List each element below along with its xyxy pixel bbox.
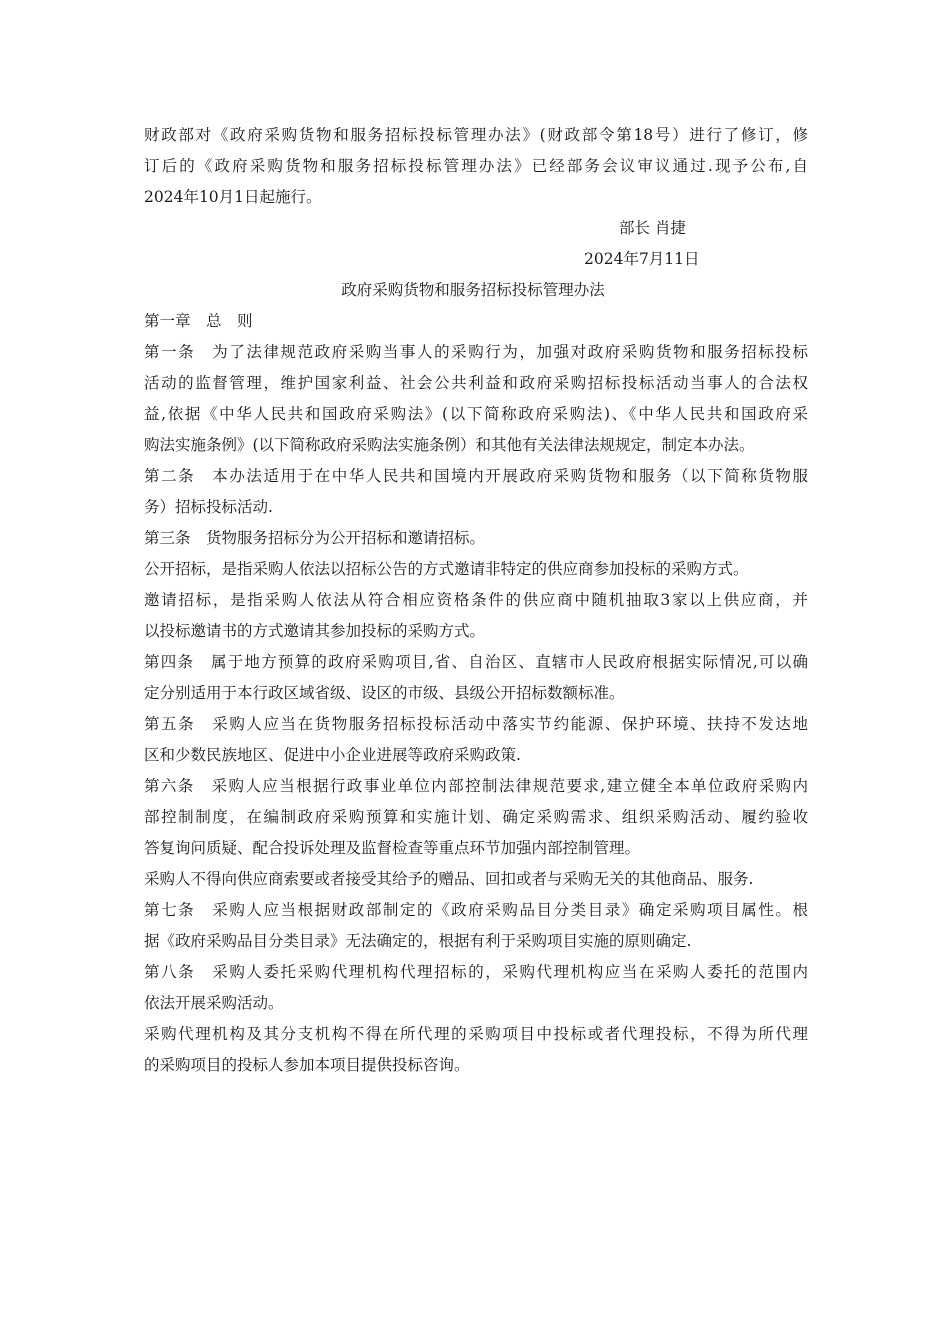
preamble-paragraph xyxy=(144,120,808,213)
text-line: 订后的《政府采购货物和服务招标投标管理办法》已经部务会议审议通过.现予公布,自 xyxy=(144,157,808,175)
article-6-clause xyxy=(144,864,808,895)
text-line: 定分别适用于本行政区域省级、设区的市级、县级公开招标数额标准。 xyxy=(144,684,625,702)
document-body xyxy=(144,120,808,1081)
text-line: 邀请招标，是指采购人依法从符合相应资格条件的供应商中随机抽取3家以上供应商，并 xyxy=(144,591,808,609)
article-5 xyxy=(144,709,808,771)
text-line: 答复询问质疑、配合投诉处理及监督检查等重点环节加强内部控制管理。 xyxy=(144,839,641,857)
text-line: 活动的监督管理，维护国家利益、社会公共利益和政府采购招标投标活动当事人的合法权 xyxy=(144,374,808,392)
article-1 xyxy=(144,337,808,461)
article-7 xyxy=(144,895,808,957)
text-line: 第二条 本办法适用于在中华人民共和国境内开展政府采购货物和服务（以下简称货物服 xyxy=(144,467,808,485)
text-line: 第八条 采购人委托采购代理机构代理招标的，采购代理机构应当在采购人委托的范围内 xyxy=(144,963,808,981)
article-8-clause xyxy=(144,1019,808,1081)
text-line: 第五条 采购人应当在货物服务招标投标活动中落实节约能源、保护环境、扶持不发达地 xyxy=(144,715,808,733)
invited-tender-definition xyxy=(144,585,808,647)
text-line: 益,依据《中华人民共和国政府采购法》(以下简称政府采购法)、《中华人民共和国政府采 xyxy=(144,405,808,423)
text-line: 公开招标，是指采购人依法以招标公告的方式邀请非特定的供应商参加投标的采购方式。 xyxy=(144,560,749,578)
text-line: 第四条 属于地方预算的政府采购项目,省、自治区、直辖市人民政府根据实际情况,可以确 xyxy=(144,653,808,671)
text-line: 区和少数民族地区、促进中小企业进展等政府采购政策. xyxy=(144,746,521,764)
text-line: 采购代理机构及其分支机构不得在所代理的采购项目中投标或者代理投标，不得为所代理 xyxy=(144,1025,808,1043)
text-line: 第一条 为了法律规范政府采购当事人的采购行为，加强对政府采购货物和服务招标投标 xyxy=(144,343,808,361)
text-line: 务）招标投标活动. xyxy=(144,498,273,516)
text-line: 依法开展采购活动。 xyxy=(144,994,284,1012)
text-line: 采购人不得向供应商索要或者接受其给予的赠品、回扣或者与采购无关的其他商品、服务. xyxy=(144,870,754,888)
text-line: 据《政府采购品目分类目录》无法确定的，根据有利于采购项目实施的原则确定. xyxy=(144,932,692,950)
article-8 xyxy=(144,957,808,1019)
article-4 xyxy=(144,647,808,709)
text-line: 的采购项目的投标人参加本项目提供投标咨询。 xyxy=(144,1056,470,1074)
signature-date: 2024年7月11日 xyxy=(584,250,700,268)
text-line: 财政部对《政府采购货物和服务招标投标管理办法》(财政部令第18号）进行了修订，修 xyxy=(144,126,808,144)
text-line: 第六条 采购人应当根据行政事业单位内部控制法律规范要求,建立健全本单位政府采购内 xyxy=(144,777,808,795)
chapter-heading: 第一章 总 则 xyxy=(144,312,253,330)
text-line: 第三条 货物服务招标分为公开招标和邀请招标。 xyxy=(144,529,486,547)
text-line: 第七条 采购人应当根据财政部制定的《政府采购品目分类目录》确定采购项目属性。根 xyxy=(144,901,808,919)
signature-name: 部长 肖捷 xyxy=(619,219,686,237)
text-line: 2024年10月1日起施行。 xyxy=(144,188,322,206)
document-title: 政府采购货物和服务招标投标管理办法 xyxy=(341,281,605,299)
text-line: 部控制制度，在编制政府采购预算和实施计划、确定采购需求、组织采购活动、履约验收 xyxy=(144,808,808,826)
text-line: 购法实施条例》(以下简称政府采购法实施条例）和其他有关法律法规规定，制定本办法。 xyxy=(144,436,755,454)
article-6 xyxy=(144,771,808,864)
open-tender-definition xyxy=(144,554,808,585)
article-3 xyxy=(144,523,808,554)
article-2 xyxy=(144,461,808,523)
text-line: 以投标邀请书的方式邀请其参加投标的采购方式。 xyxy=(144,622,486,640)
